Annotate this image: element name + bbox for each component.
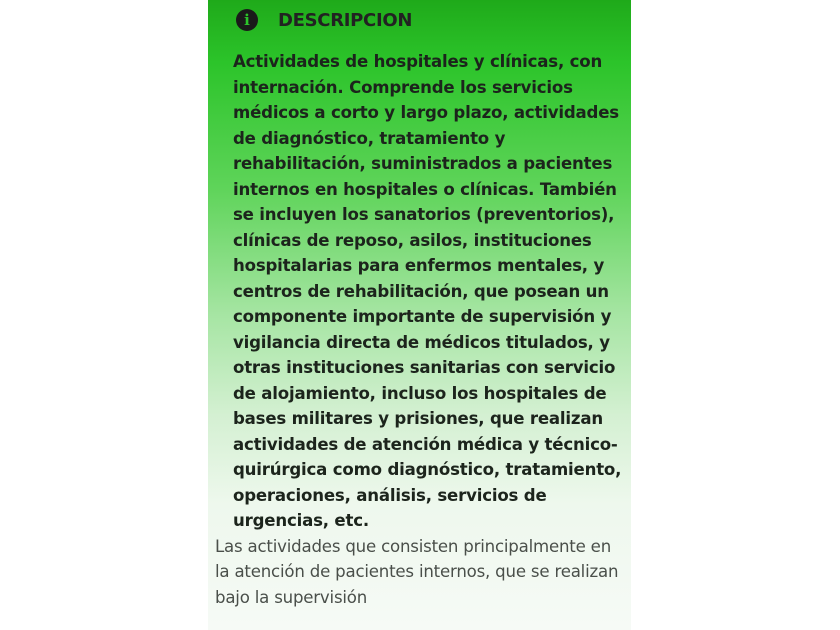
description-screen: [208, 0, 631, 630]
description-paragraph-2: Las actividades que consisten principalmente en la atención de pacientes internos, que se realizan bajo la supervisión: [215, 536, 619, 607]
description-paragraph-1: Actividades de hospitales y clínicas, con internación. Comprende los servicios médicos a corto y largo plazo, actividades de diagnóstico, tratamiento y rehabilitación, suministrados a pacientes internos en hospitales o clínicas. También se incluyen los sanatorios (preventorios), clínicas de reposo, asilos, instituciones hospitalarias para enfermos mentales, y centros de rehabilitación, que posean un componente importante de supervisión y vigilancia directa de médicos titulados, y otras instituciones sanitarias con servicio de alojamiento, incluso los hospitales de bases militares y prisiones, que realizan actividades de atención médica y técnico-quirúrgica como diagnóstico, tratamiento, operaciones, análisis, servicios de urgencias, etc.: [233, 52, 622, 530]
description-body: [215, 49, 627, 610]
description-header: [236, 9, 412, 31]
info-icon-glyph: i: [244, 10, 250, 29]
info-icon: [236, 9, 258, 31]
page-title: DESCRIPCION: [278, 9, 413, 31]
